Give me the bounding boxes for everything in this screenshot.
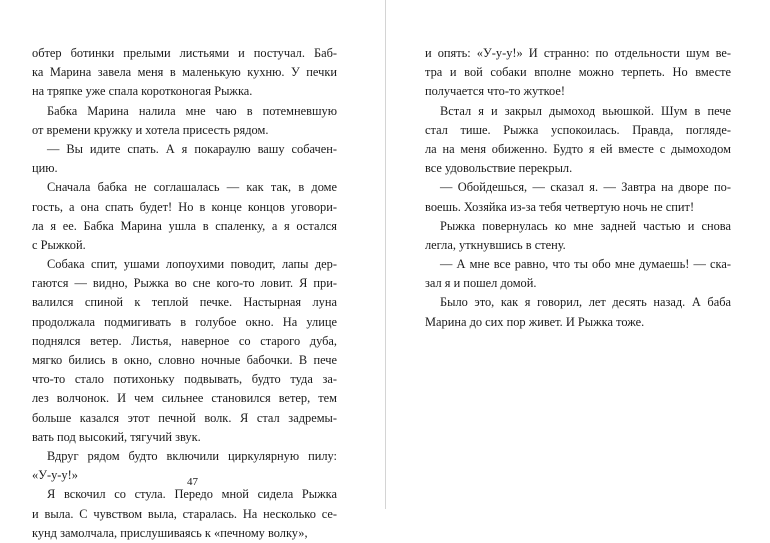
text-line: цию. xyxy=(32,161,58,176)
text-line: Я вскочил со стула. Передо мной сидела Рыжка xyxy=(47,487,337,502)
text-line: Сначала бабка не соглашалась — как так, в доме xyxy=(47,180,337,195)
paragraph xyxy=(425,293,731,331)
text-line: ла я ее. Бабка Марина ушла в спаленку, а я остался xyxy=(32,218,337,233)
text-line: что-то стало потихоньку подвывать, будто туда за- xyxy=(32,372,337,387)
text-line: гаются — видно, Рыжка во сне кого-то ловит. Я при- xyxy=(32,276,337,291)
text-line: больше казался этот печной волк. Я стал задремы- xyxy=(32,410,337,425)
text-line: и опять: «У-у-у!» И странно: по отдельности шум ве- xyxy=(425,46,731,60)
right-page xyxy=(386,0,770,509)
paragraph xyxy=(32,44,337,102)
text-line: получается что-то жуткое! xyxy=(425,84,566,99)
text-line: ка Марина завела меня в маленькую кухню. У печки xyxy=(32,65,337,80)
paragraph xyxy=(425,102,731,179)
text-line: от времени кружку и хотела присесть рядом. xyxy=(32,122,269,137)
text-line: Встал я и закрыл дымоход вьюшкой. Шум в пече xyxy=(440,103,731,118)
paragraph xyxy=(425,217,731,255)
paragraph xyxy=(32,485,337,543)
text-line: Марина до сих пор живет. И Рыжка тоже. xyxy=(425,314,645,329)
paragraph xyxy=(425,255,731,293)
text-line: легла, уткнувшись в стену. xyxy=(425,237,566,252)
text-line: гость, а она спать будет! Но в конце концов уговори- xyxy=(32,199,337,214)
text-line: — Обойдешься, — сказал я. — Завтра на дворе по- xyxy=(440,180,731,195)
paragraph xyxy=(32,102,337,140)
text-line: с Рыжкой. xyxy=(32,237,86,252)
text-line: Бабка Марина налила мне чаю в потемневшую xyxy=(47,103,337,118)
text-line: — А мне все равно, что ты обо мне думаешь! — ска- xyxy=(440,257,731,272)
text-line: продолжала подмигивать в голубое окно. На улице xyxy=(32,314,337,329)
text-line: вoешь. Хозяйка из-за тебя четвертую ночь не спит! xyxy=(425,199,695,214)
text-line: все удовольствие перекрыл. xyxy=(425,161,573,176)
paragraph xyxy=(425,178,731,216)
text-line: лез волчонок. И чем сильнее становился ветер, тем xyxy=(32,391,337,406)
paragraph xyxy=(425,44,731,102)
text-line: Вдруг рядом будто включили циркулярную пилу: xyxy=(47,448,337,463)
left-page-text xyxy=(32,44,337,543)
text-line: ла на меня обиженно. Будто я ей вместе с дымоходом xyxy=(425,141,731,156)
text-line: — Вы идите спать. А я покараулю вашу собачен- xyxy=(47,141,337,156)
text-line: Было это, как я говорил, лет десять назад. А баба xyxy=(440,295,731,310)
text-line: вать под высокий, тягучий звук. xyxy=(32,429,201,444)
text-line: Собака спит, ушами лопоухими поводит, лапы дер- xyxy=(47,257,337,272)
text-line: мягко бились в окно, словно ночные бабочки. В пече xyxy=(32,353,337,367)
text-line: на тряпке уже спала коротконогая Рыжка. xyxy=(32,84,253,99)
text-line: «У-у-у!» xyxy=(32,468,78,483)
right-page-text xyxy=(425,44,731,332)
paragraph xyxy=(32,140,337,178)
text-line: поднялся ветер. Листья, наверное со старого дуба, xyxy=(32,333,337,348)
paragraph xyxy=(32,178,337,255)
text-line: тра и вой собаки вполне можно терпеть. Но вместе xyxy=(425,65,731,80)
text-line: Рыжка повернулась ко мне задней частью и снова xyxy=(440,218,731,233)
left-page xyxy=(0,0,385,540)
text-line: обтер ботинки прелыми листьями и постучал. Баб- xyxy=(32,46,337,60)
page-number: 47 xyxy=(187,476,198,488)
text-line: валился спиной к теплой печке. Настырная луна xyxy=(32,295,337,310)
text-line: стал тише. Рыжка успокоилась. Правда, погляде- xyxy=(425,122,731,137)
text-line: зал я и пошел домой. xyxy=(425,276,537,291)
text-line: кунд замолчала, прислушиваясь к «печному волку», xyxy=(32,525,308,540)
paragraph xyxy=(32,255,337,447)
text-line: и выла. С чувством выла, старалась. На несколько се- xyxy=(32,506,337,521)
